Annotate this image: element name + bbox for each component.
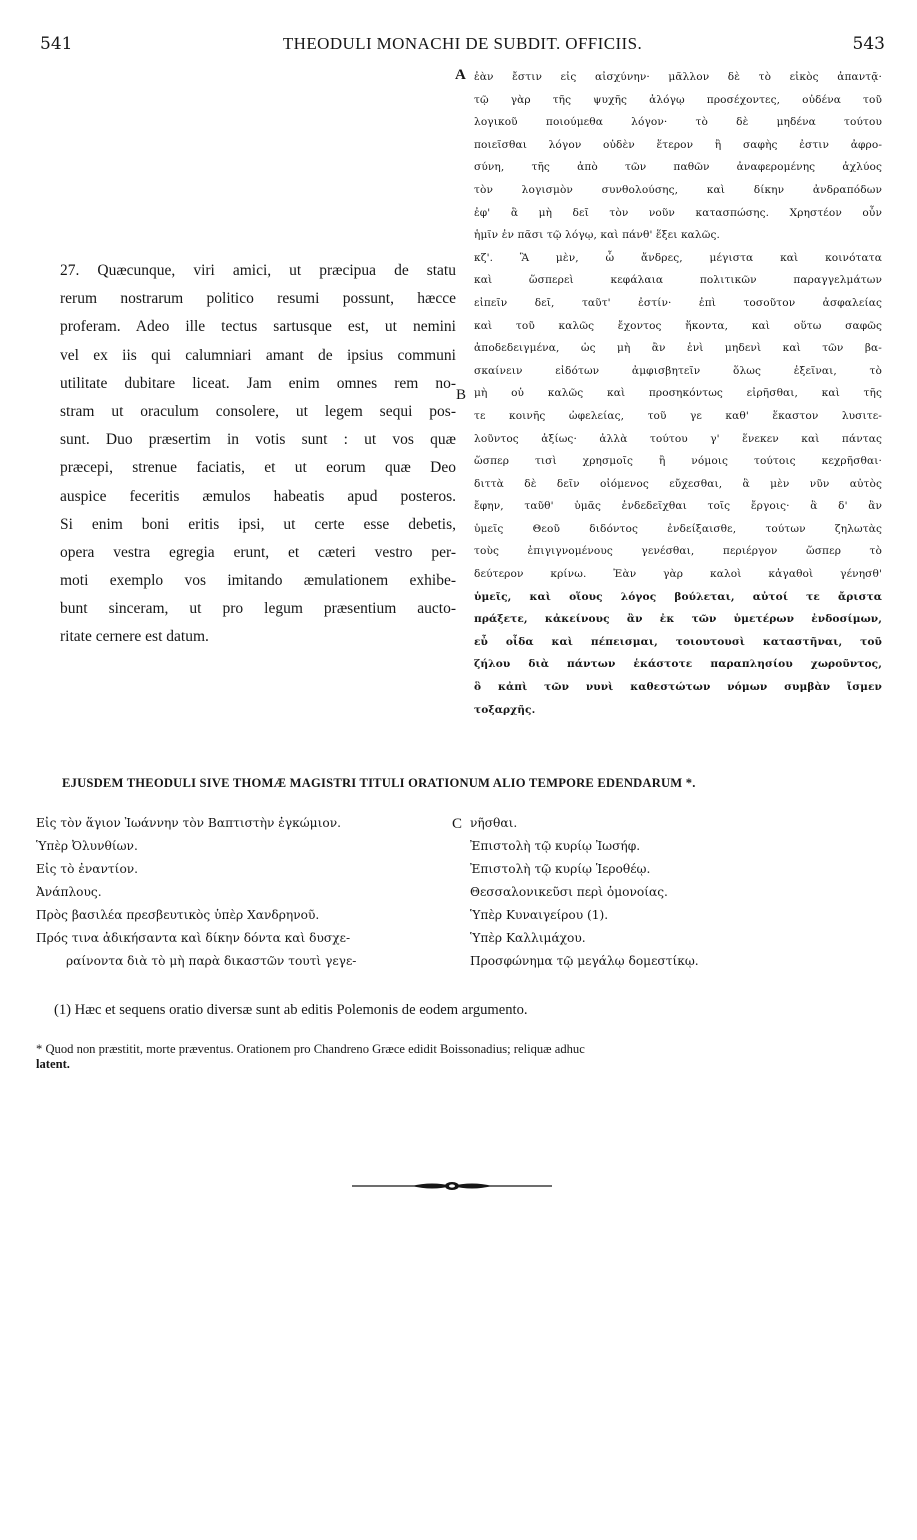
latin-line: utilitate dubitare liceat. Jam enim omnes rem no- [60,374,456,392]
latin-column [60,257,456,652]
oration-title: Ὑπὲρ Ὀλυνθίων. [36,839,138,853]
greek-column [474,66,882,721]
greek-line: τε κοινῆς ὠφελείας, τοῦ γε καθ' ἕκαστον λυσιτε- [474,409,882,422]
oration-title: Προσφώνημα τῷ μεγάλῳ δομεστίκῳ. [470,954,699,968]
running-title: THEODULI MONACHI DE SUBDIT. OFFICIIS. [282,34,643,53]
oration-title: Εἰς τὸν ἅγιον Ἰωάννην τὸν Βαπτιστὴν ἐγκώμιον. [36,816,341,830]
greek-line: ἀποδεδειγμένα, ὡς μὴ ἂν ἑνὶ μηδενὶ καὶ τῶν βα- [474,342,882,355]
greek-line: δεύτερον κρίνω. Ἐὰν γὰρ καλοὶ κἀγαθοὶ γένησθ' [474,568,882,581]
greek-line: ποιεῖσθαι λόγον οὐδὲν ἕτερον ἢ σαφὴς ἐστιν ἀφρο- [474,138,882,151]
oration-title: Ἐπιστολὴ τῷ κυρίῳ Ἱεροθέῳ. [470,862,651,876]
oration-title: Ἀνάπλους. [36,885,102,899]
latin-line: rerum nostrarum politico resumi possunt, hæcce [60,290,456,308]
section-heading: EJUSDEM THEODULI SIVE THOMÆ MAGISTRI TITULI ORATIONUM ALIO TEMPORE EDENDARUM *. [62,776,696,790]
latin-line: præcepi, strenue faciatis, et ut eorum quæ Deo [60,459,456,477]
oration-title: νῆσθαι. [470,816,518,830]
greek-line: τὸν λογισμὸν συνθολούσης, καὶ δίκην ἀνδραπόδων [474,183,882,196]
oration-title: Πρός τινα ἀδικήσαντα καὶ δίκην δόντα καὶ δυσχε- [36,931,351,945]
latin-line: vel ex iis qui calumniari amant de ipsius communi [60,346,456,364]
footnote-star-line: * Quod non præstitit, morte præventus. Orationem pro Chandreno Græce edidit Boissonadius; reliquæ adhuc [36,1042,585,1056]
footnote-star-line: latent. [36,1057,70,1071]
margin-letter-a: A [455,67,466,83]
margin-letter-b: B [456,387,467,403]
oration-title: Θεσσαλονικεῦσι περὶ ὁμονοίας. [470,885,668,899]
latin-line: bunt sinceram, ut pro legum præsentium aucto- [60,600,456,618]
greek-line: ἐὰν ἔστιν εἰς αἰσχύνην· μᾶλλον δὲ τὸ εἰκὸς ἀπαντᾷ· [474,71,882,83]
greek-line: ἐφ' ἃ μὴ δεῖ τὸν νοῦν κατασπώσης. Χρηστέον οὖν [474,206,882,219]
end-ornament [352,1179,552,1193]
greek-line: σκαίνειν εἰδότων ἀμφισβητεῖν ὅλως ἐξεῖναι, τὸ [474,364,882,377]
greek-line: διττὰ δὲ δεῖν οἰόμενος εὔχεσθαι, ἃ μὲν νῦν αὐτὸς [474,477,882,490]
oration-title: Ὑπὲρ Καλλιμάχου. [470,931,586,945]
latin-line: opera vestra egregia erunt, et cæteri vestro per- [60,543,456,561]
greek-line: λογικοῦ ποιούμεθα λόγον· τὸ δὲ μηδένα τούτου [474,116,882,129]
margin-letter-c: C [452,816,463,832]
oration-title: Ὑπὲρ Κυναιγείρου (1). [470,908,609,922]
greek-line: πράξετε, κἀκείνους ἂν ἐκ τῶν ὑμετέρων ἐνδοσίμων, [474,613,882,626]
latin-line: sunt. Duo præsertim in votis sunt : ut vos quæ [60,431,456,449]
greek-line: τοὺς ἐπιγιγνομένους γενέσθαι, περιέργον ὥσπερ τὸ [474,545,882,558]
greek-line: ὑμεῖς, καὶ οἵους λόγος βούλεται, αὐτοί τε ἄριστα [474,590,882,603]
oration-title: ραίνοντα διὰ τὸ μὴ παρὰ δικαστῶν τουτὶ γεγε- [66,954,357,968]
oration-title: Πρὸς βασιλέα πρεσβευτικὸς ὑπὲρ Χανδρηνοῦ. [36,908,320,922]
greek-line: εἰπεῖν δεῖ, ταῦτ' ἐστίν· ἐπὶ τοσοῦτον ἀσφαλείας [474,296,882,309]
latin-line: auspice feceritis æmulos habeatis apud posteros. [60,487,456,505]
greek-line: καὶ τοῦ καλῶς ἔχοντος ἥκοντα, καὶ οὕτω σαφῶς [474,319,882,332]
latin-line: 27. Quæcunque, viri amici, ut præcipua de statu [60,262,456,279]
latin-line: proferam. Adeo ille tectus sartusque est, ut nemini [60,318,456,336]
page-number-left: 541 [40,34,73,54]
footnote-star [36,1042,882,1072]
greek-line: μὴ οὐ καλῶς καὶ προσηκόντως εἰρῆσθαι, καὶ τῆς [474,387,882,400]
footnote-1: (1) Hæc et sequens oratio diversæ sunt ab editis Polemonis de eodem argumento. [54,1002,528,1018]
page-number-right: 543 [852,34,885,54]
oration-title: Ἐπιστολὴ τῷ κυρίῳ Ἰωσήφ. [470,839,641,853]
greek-line: ἔφην, ταῦθ' ὑμᾶς ἐνδεδεῖχθαι τοῖς ἔργοις· ἃ δ' ἂν [474,500,882,513]
greek-line: ζήλου διὰ πάντων ἑκάστοτε παραπλησίου χωροῦντος, [474,658,882,671]
greek-line: ὃ κἀπὶ τῶν νυνὶ καθεστώτων νόμων συμβὰν ἴσμεν [474,681,882,694]
greek-line: κζ'. Ἃ μὲν, ὦ ἄνδρες, μέγιστα καὶ κοινότατα [474,251,882,264]
latin-line: stram ut oraculum consolere, ut legem sequi pos- [60,402,456,420]
latin-line: ritate cernere est datum. [60,628,209,646]
greek-line: σύνη, τῆς ἀπὸ τῶν παθῶν ἀναφερομένης ἀχλύος [474,161,882,174]
greek-line: λοῦντος ἀξίως· ἀλλὰ τούτου γ' ἕνεκεν καὶ πάντας [474,432,882,445]
greek-line: ὑμεῖς Θεοῦ διδόντος ἐνδείξαισθε, τούτων ζηλωτὰς [474,522,882,535]
oration-title: Εἰς τὸ ἐναντίον. [36,862,139,876]
orations-list-right [470,812,890,973]
greek-line: ὥσπερ τισὶ χρησμοῖς ἢ νόμοις τούτοις κεχρῆσθαι· [474,455,882,468]
latin-line: Si enim boni eritis ipsi, ut certe esse debetis, [60,515,456,533]
greek-line: τοξαρχῆς. [474,703,536,716]
greek-line: εὖ οἶδα καὶ πέπεισμαι, τοιουτουσὶ καταστῆναι, τοῦ [474,635,882,648]
greek-line: ἡμῖν ἐν πᾶσι τῷ λόγῳ, καὶ πάνθ' ἕξει καλῶς. [474,229,720,242]
latin-line: moti exemplo vos imitando æmulationem exhibe- [60,572,456,590]
greek-line: τῷ γὰρ τῆς ψυχῆς ἀλόγῳ προσέχοντες, οὐδένα τοῦ [474,93,882,106]
greek-line: καὶ ὥσπερεὶ κεφάλαια πολιτικῶν παραγγελμάτων [474,274,882,287]
orations-list-left [36,812,446,973]
running-head [40,34,885,62]
